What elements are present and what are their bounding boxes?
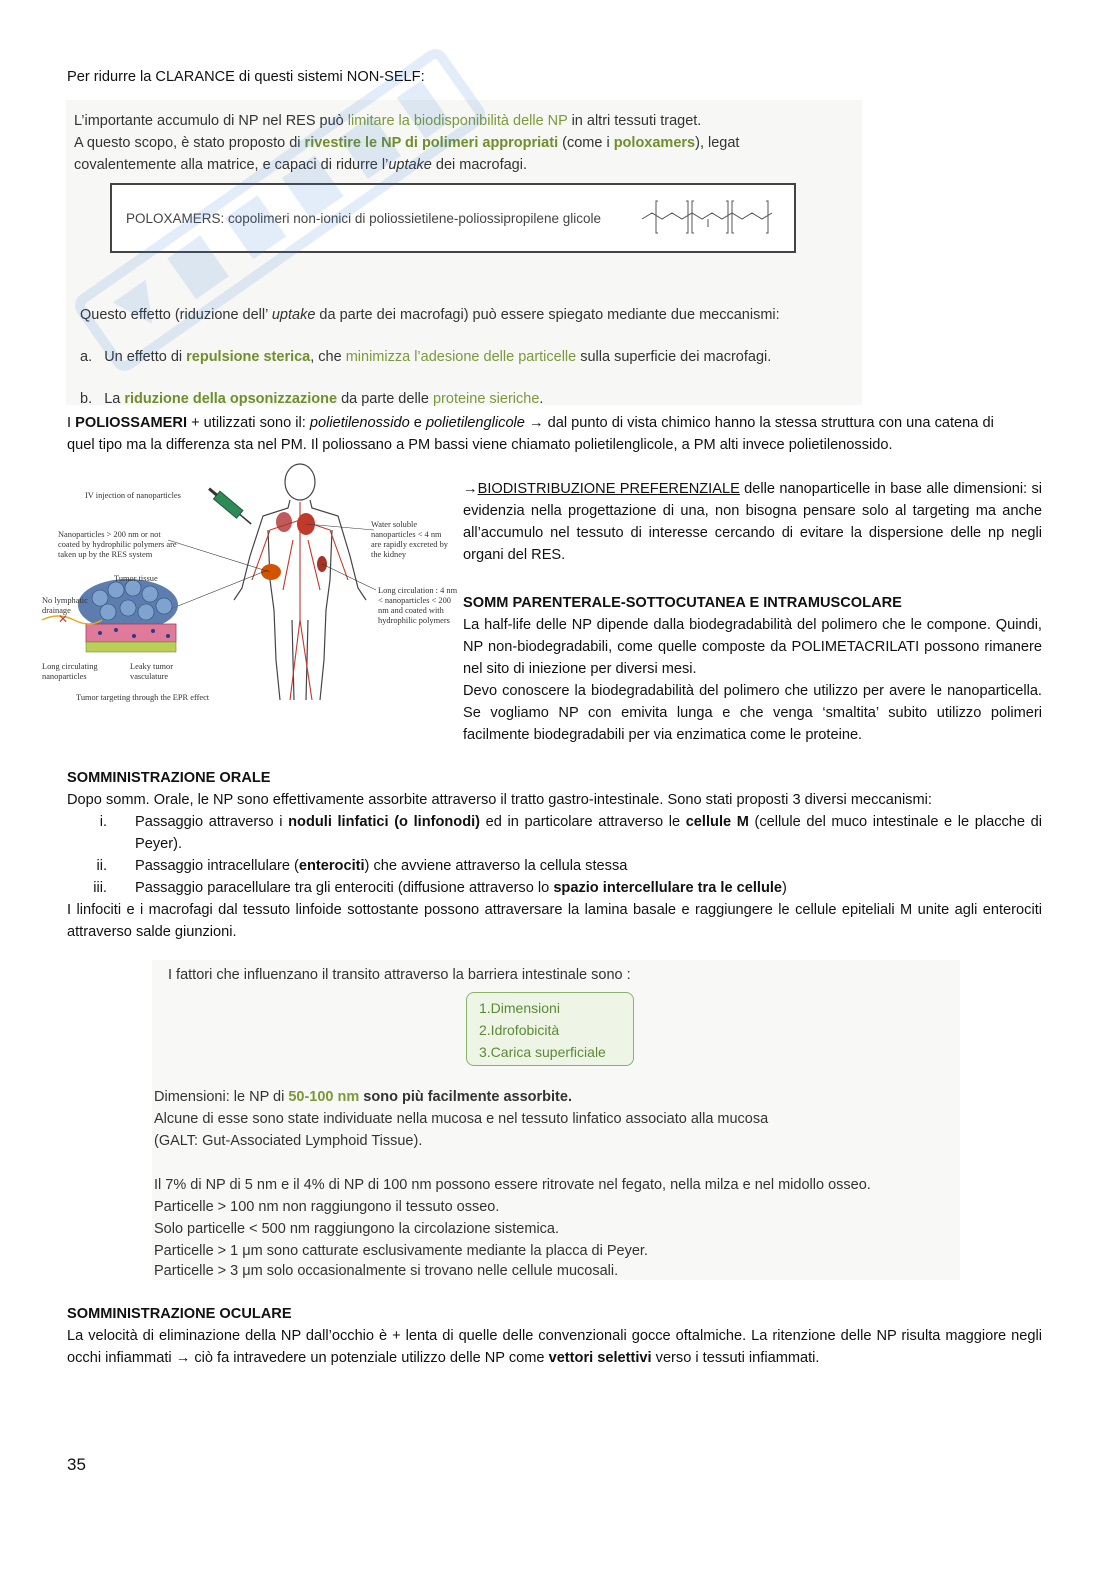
mucosa-line: Alcune di esse sono state individuate nella mucosa e nel tessuto linfatico associato alla mucosa [154,1111,769,1127]
orale-intro: Dopo somm. Orale, le NP sono effettivamente assorbite attraverso il tratto gastro-intestinale. Sono stati proposti 3 diversi meccanismi: [67,792,932,808]
oculare-paragraph: La velocità di eliminazione della NP dall’occhio è + lenta di quelle delle convenzionali gocce oftalmiche. La ritenzione delle NP risulta maggiore negli occhi infiammati → ciò fa intravedere un potenziale utilizzo delle NP come vettori selettivi verso i tessuti infiammati. [67,1328,1042,1366]
parenterale-title: SOMM PARENTERALE-SOTTOCUTANEA E INTRAMUSCOLARE [463,595,902,611]
caption-res-uptake: Nanoparticles > 200 nm or not coated by hydrophilic polymers are taken up by the RES system [58,530,177,559]
poliossameri-line-1: I POLIOSSAMERI + utilizzati sono il: polietilenossido e polietilenglicole → dal punto di vista chimico hanno la stessa struttura con una catena di [67,415,994,431]
dimensions-line: Dimensioni: le NP di 50-100 nm sono più facilmente assorbite. [154,1089,572,1105]
parenterale-paragraph-1: La half-life delle NP dipende dalla biodegradabilità del polimero che le compone. Quindi, NP non-biodegradabili, come quelle composte da POLIMETACRILATI possono rimanere nel sito di iniezione per diversi mesi. [463,617,1042,677]
biodistribution-figure [38,460,462,710]
biodistribuzione-paragraph: →BIODISTRIBUZIONE PREFERENZIALE delle nanoparticelle in base alle dimensioni: si evidenzia nella progettazione di una, non bisogna pensare solo al targeting ma anche all’accumulo nel tessuto di interesse cercando di evitare la dispersione delle np negli organi del RES. [463,481,1042,563]
caption-tumor-tissue: Tumor tissue [114,574,158,583]
page-number: 35 [67,1455,86,1474]
particles-3um-line: Particelle > 3 μm solo occasionalmente si trovano nelle cellule mucosali. [154,1263,619,1279]
caption-epr-effect: Tumor targeting through the EPR effect [76,693,210,702]
intro-line: Per ridurre la CLARANCE di questi sistemi NON-SELF: [67,69,425,85]
particles-1um-line: Particelle > 1 μm sono catturate esclusivamente mediante la placca di Peyer. [154,1243,648,1259]
poliossameri-line-2: quel tipo ma la differenza sta nel PM. Il poliossano a PM bassi viene chiamato polietilenglicole, a PM alti invece polietilenossido. [67,437,893,453]
list-item: i. Passaggio attraverso i noduli linfatici (o linfonodi) ed in particolare attraverso le cellule M (cellule del muco intestinale e le placche di Peyer). [99,814,1043,852]
caption-iv-injection: IV injection of nanoparticles [85,491,181,500]
caption-leaky-vasculature: Leaky tumor vasculature [130,662,174,681]
caption-long-circulating: Long circulating nanoparticles [42,662,98,681]
list-item: iii. Passaggio paracellulare tra gli enterociti (diffusione attraverso lo spazio intercellulare tra le cellule) [93,880,787,896]
intestinal-barrier-excerpt [152,960,960,1280]
mechanism-a: a. Un effetto di repulsione sterica, che minimizza l’adesione delle particelle sulla superficie dei macrofagi. [80,349,772,365]
excerpt-mechanisms-intro: Questo effetto (riduzione dell’ uptake da parte dei macrofagi) può essere spiegato mediante due meccanismi: [80,307,780,323]
factors-list-box [466,992,634,1066]
orale-outro: I linfociti e i macrofagi dal tessuto linfoide sottostante possono attraversare la lamina basale e raggiungere le cellule epiteliali M unite agli enterociti attraverso salde giunzioni. [67,902,1042,940]
poloxamers-definition-box [110,183,796,253]
excerpt-line-2: A questo scopo, è stato proposto di rivestire le NP di polimeri appropriati (come i poloxamers), legat [74,135,740,151]
factors-heading: I fattori che influenzano il transito attraverso la barriera intestinale sono : [168,967,631,983]
orale-title: SOMMINISTRAZIONE ORALE [67,770,271,786]
svg-text:✕: ✕ [58,612,69,626]
list-item: ii. Passaggio intracellulare (enterociti) che avviene attraverso la cellula stessa [96,858,628,874]
poloxamers-label: POLOXAMERS: copolimeri non-ionici di poliossietilene-poliossipropilene glicole [126,211,601,226]
factor-item: 3.Carica superficiale [479,1044,606,1060]
particles-500-line: Solo particelle < 500 nm raggiungono la circolazione sistemica. [154,1221,560,1237]
particles-100-line: Particelle > 100 nm non raggiungono il tessuto osseo. [154,1199,500,1215]
caption-long-circulation: Long circulation : 4 nm < nanoparticles < 200 nm and coated with hydrophilic polymers [378,586,458,625]
distribution-line: Il 7% di NP di 5 nm e il 4% di NP di 100 nm possono essere ritrovate nel fegato, nella milza e nel midollo osseo. [154,1177,871,1193]
excerpt-line-1: L’importante accumulo di NP nel RES può limitare la biodisponibilità delle NP in altri tessuti traget. [74,113,702,129]
factor-item: 1.Dimensioni [479,1000,560,1016]
factor-item: 2.Idrofobicità [479,1022,560,1038]
caption-kidney: Water soluble nanoparticles < 4 nm are rapidly excreted by the kidney [371,520,448,559]
caption-no-lymphatic: No lymphatic drainage [42,596,88,615]
poloxamer-structure-icon [638,193,788,245]
oculare-title: SOMMINISTRAZIONE OCULARE [67,1306,292,1322]
excerpt-line-3: covalentemente alla matrice, e capaci di ridurre l’uptake dei macrofagi. [74,157,527,173]
parenterale-paragraph-2: Devo conoscere la biodegradabilità del polimero che utilizzo per avere le nanoparticella. Se vogliamo NP con emivita lunga e che venga ‘smaltita’ subito utilizzo polimeri facilmente biodegradabili per via enzimatica come le proteine. [463,683,1042,743]
galt-line: (GALT: Gut-Associated Lymphoid Tissue). [154,1133,423,1149]
mechanism-b: b. La riduzione della opsonizzazione da parte delle proteine sieriche. [80,391,544,407]
poloxamers-excerpt [66,100,862,405]
